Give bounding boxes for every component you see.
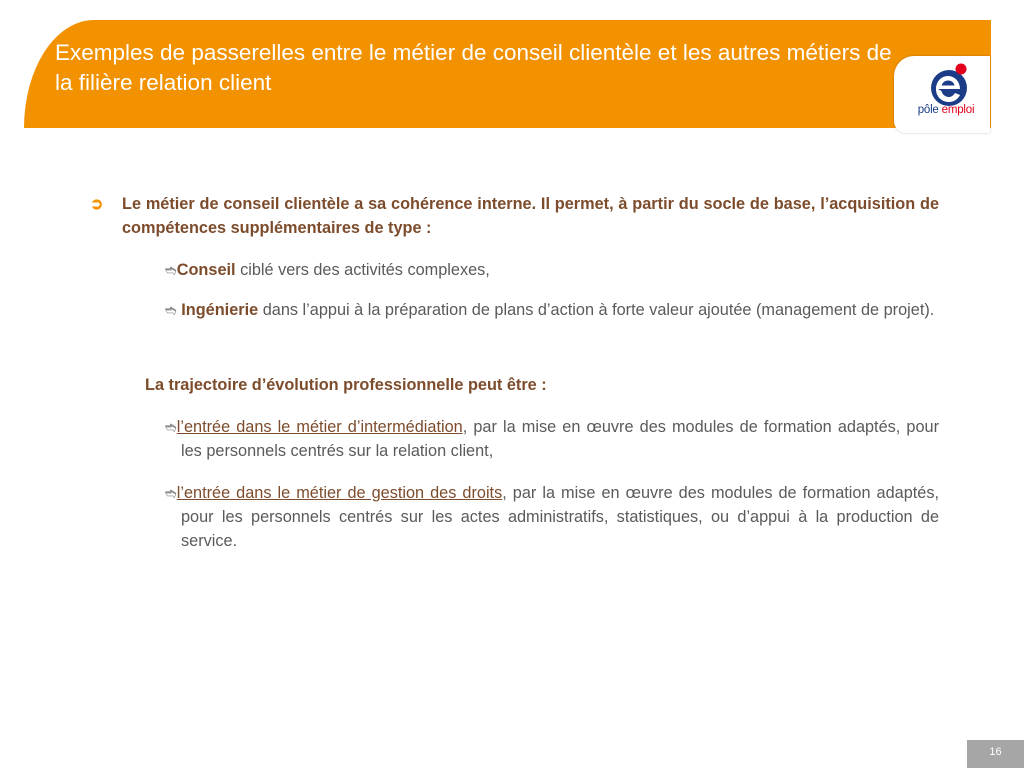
- competence-term: Ingénierie: [181, 301, 259, 319]
- slide-title: Exemples de passerelles entre le métier de conseil clientèle et les autres métiers de la filière relation client: [55, 40, 892, 95]
- logo-mark-icon: [894, 56, 990, 133]
- path-link-gestion-droits[interactable]: l’entrée dans le métier de gestion des droits: [176, 484, 503, 502]
- competence-text: dans l’appui à la préparation de plans d’action à forte valeur ajoutée (management de projet).: [258, 301, 935, 319]
- hollow-arrow-icon: ➬: [165, 262, 177, 278]
- logo-word-pole: pôle: [917, 104, 942, 116]
- page-number: 16: [989, 746, 1002, 758]
- competence-term: Conseil: [176, 261, 236, 279]
- logo-word-emploi: emploi: [941, 104, 975, 116]
- path-text: , par la mise en œuvre des modules de formation adaptés, pour les personnels centrés sur les actes administratifs, statistiques, ou d’appui à la production de service.: [181, 484, 940, 550]
- bullet-arrow-icon: ➲: [90, 196, 104, 213]
- pole-emploi-logo: [894, 56, 990, 133]
- trajectoire-heading: La trajectoire d’évolution professionnelle peut être :: [145, 376, 547, 394]
- competence-text: ciblé vers des activités complexes,: [235, 261, 490, 279]
- hollow-arrow-icon: ➬: [165, 485, 177, 501]
- intro-paragraph: Le métier de conseil clientèle a sa cohérence interne. Il permet, à partir du socle de base, l’acquisition de compétences supplémentaires de type :: [122, 195, 939, 237]
- competence-item: [165, 298, 939, 322]
- path-text: , par la mise en œuvre des modules de formation adaptés, pour les personnels centrés sur la relation client,: [181, 418, 939, 460]
- page-number-badge: [967, 740, 1024, 768]
- path-item: [165, 415, 939, 463]
- path-link-intermediation[interactable]: l’entrée dans le métier d’intermédiation: [176, 418, 463, 436]
- path-item: [165, 481, 939, 553]
- hollow-arrow-icon: ➬: [165, 302, 177, 318]
- competence-item: [165, 258, 939, 282]
- logo-wordmark: [903, 104, 989, 116]
- hollow-arrow-icon: ➬: [165, 419, 177, 435]
